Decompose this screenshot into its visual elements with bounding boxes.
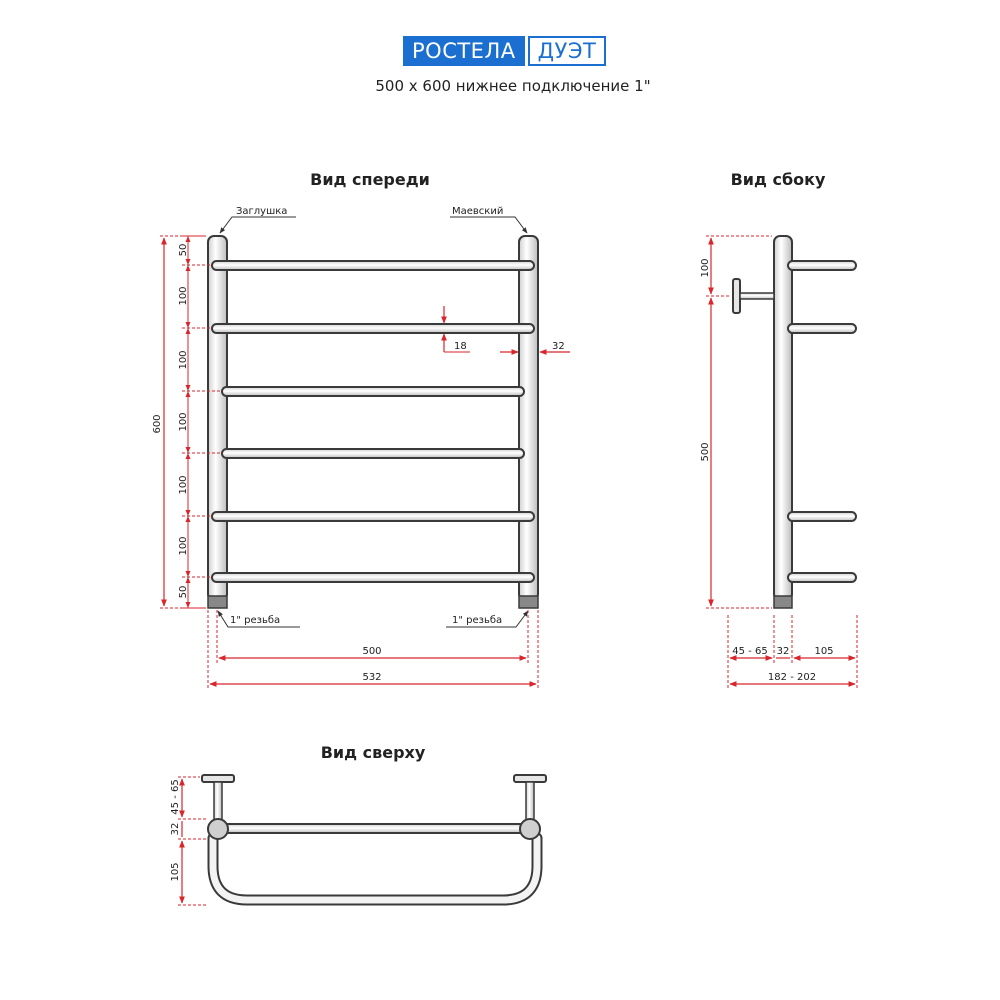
- plug-label: Заглушка: [236, 206, 288, 217]
- dim-top: [170, 777, 208, 905]
- side-rung-3: [788, 512, 856, 521]
- top-view-title: Вид сверху: [320, 743, 426, 762]
- left-thread: [208, 596, 227, 608]
- rung-1: [212, 261, 534, 270]
- wall-bracket-rod: [740, 293, 774, 299]
- side-view: [700, 170, 857, 688]
- dim-top-105-text: 105: [170, 862, 181, 882]
- dim-top-pipe-text: 32: [170, 822, 181, 836]
- rung-4: [222, 449, 524, 458]
- dim-seg-7: 50: [178, 585, 189, 599]
- dim-side-wall-text: 45 - 65: [732, 646, 768, 657]
- side-rung-1: [788, 261, 856, 270]
- dim-top-wall-text: 45 - 65: [170, 779, 181, 815]
- front-view-title: Вид спереди: [310, 170, 430, 189]
- dim-side-pipe-text: 32: [776, 646, 790, 657]
- mayevsky-label: Маевский: [452, 206, 504, 217]
- rung-6: [212, 573, 534, 582]
- dim-32-text: 32: [552, 341, 565, 352]
- side-thread: [774, 596, 792, 608]
- top-u-rail-outline: [213, 838, 537, 900]
- dim-side-height: [700, 298, 772, 608]
- top-left-pipe-section: [208, 819, 228, 839]
- top-right-flange: [514, 775, 546, 782]
- rung-3: [222, 387, 524, 396]
- top-left-flange: [202, 775, 234, 782]
- thread-right-label: 1" резьба: [452, 615, 503, 626]
- page-subtitle: 500 x 600 нижнее подключение 1": [375, 77, 651, 95]
- dim-500-text: 500: [362, 646, 382, 657]
- rung-2: [212, 324, 534, 333]
- dim-18-text: 18: [454, 341, 467, 352]
- dim-side-total-text: 182 - 202: [767, 672, 817, 683]
- dim-side-105-text: 105: [814, 646, 834, 657]
- side-view-title: Вид сбоку: [730, 170, 826, 189]
- dim-532-text: 532: [362, 672, 382, 683]
- top-right-bracket: [526, 782, 534, 820]
- rung-5: [212, 512, 534, 521]
- side-pipe: [774, 236, 792, 600]
- dim-seg-5: 100: [178, 475, 189, 495]
- dim-600-text: 600: [152, 414, 163, 434]
- front-view: [152, 170, 570, 690]
- dim-seg-2: 100: [178, 286, 189, 306]
- top-view: [170, 743, 546, 905]
- dim-seg-1: 50: [178, 243, 189, 257]
- dim-side-100-text: 100: [700, 258, 711, 278]
- dim-seg-6: 100: [178, 536, 189, 556]
- dim-seg-3: 100: [178, 350, 189, 370]
- side-rung-2: [788, 324, 856, 333]
- side-rung-4: [788, 573, 856, 582]
- top-right-pipe-section: [520, 819, 540, 839]
- right-vertical-pipe: [519, 236, 538, 600]
- top-u-rail: [213, 838, 537, 900]
- wall-flange: [733, 279, 740, 313]
- dim-side-500-text: 500: [700, 442, 711, 462]
- dim-side-depth: [728, 615, 857, 688]
- right-thread: [519, 596, 538, 608]
- dim-seg-4: 100: [178, 412, 189, 432]
- top-straight-bar: [218, 824, 530, 833]
- left-vertical-pipe: [208, 236, 227, 600]
- logo-model-text: ДУЭТ: [528, 36, 607, 66]
- thread-left-label: 1" резьба: [230, 615, 281, 626]
- logo-brand-text: РОСТЕЛА: [403, 36, 525, 66]
- top-left-bracket: [214, 782, 222, 820]
